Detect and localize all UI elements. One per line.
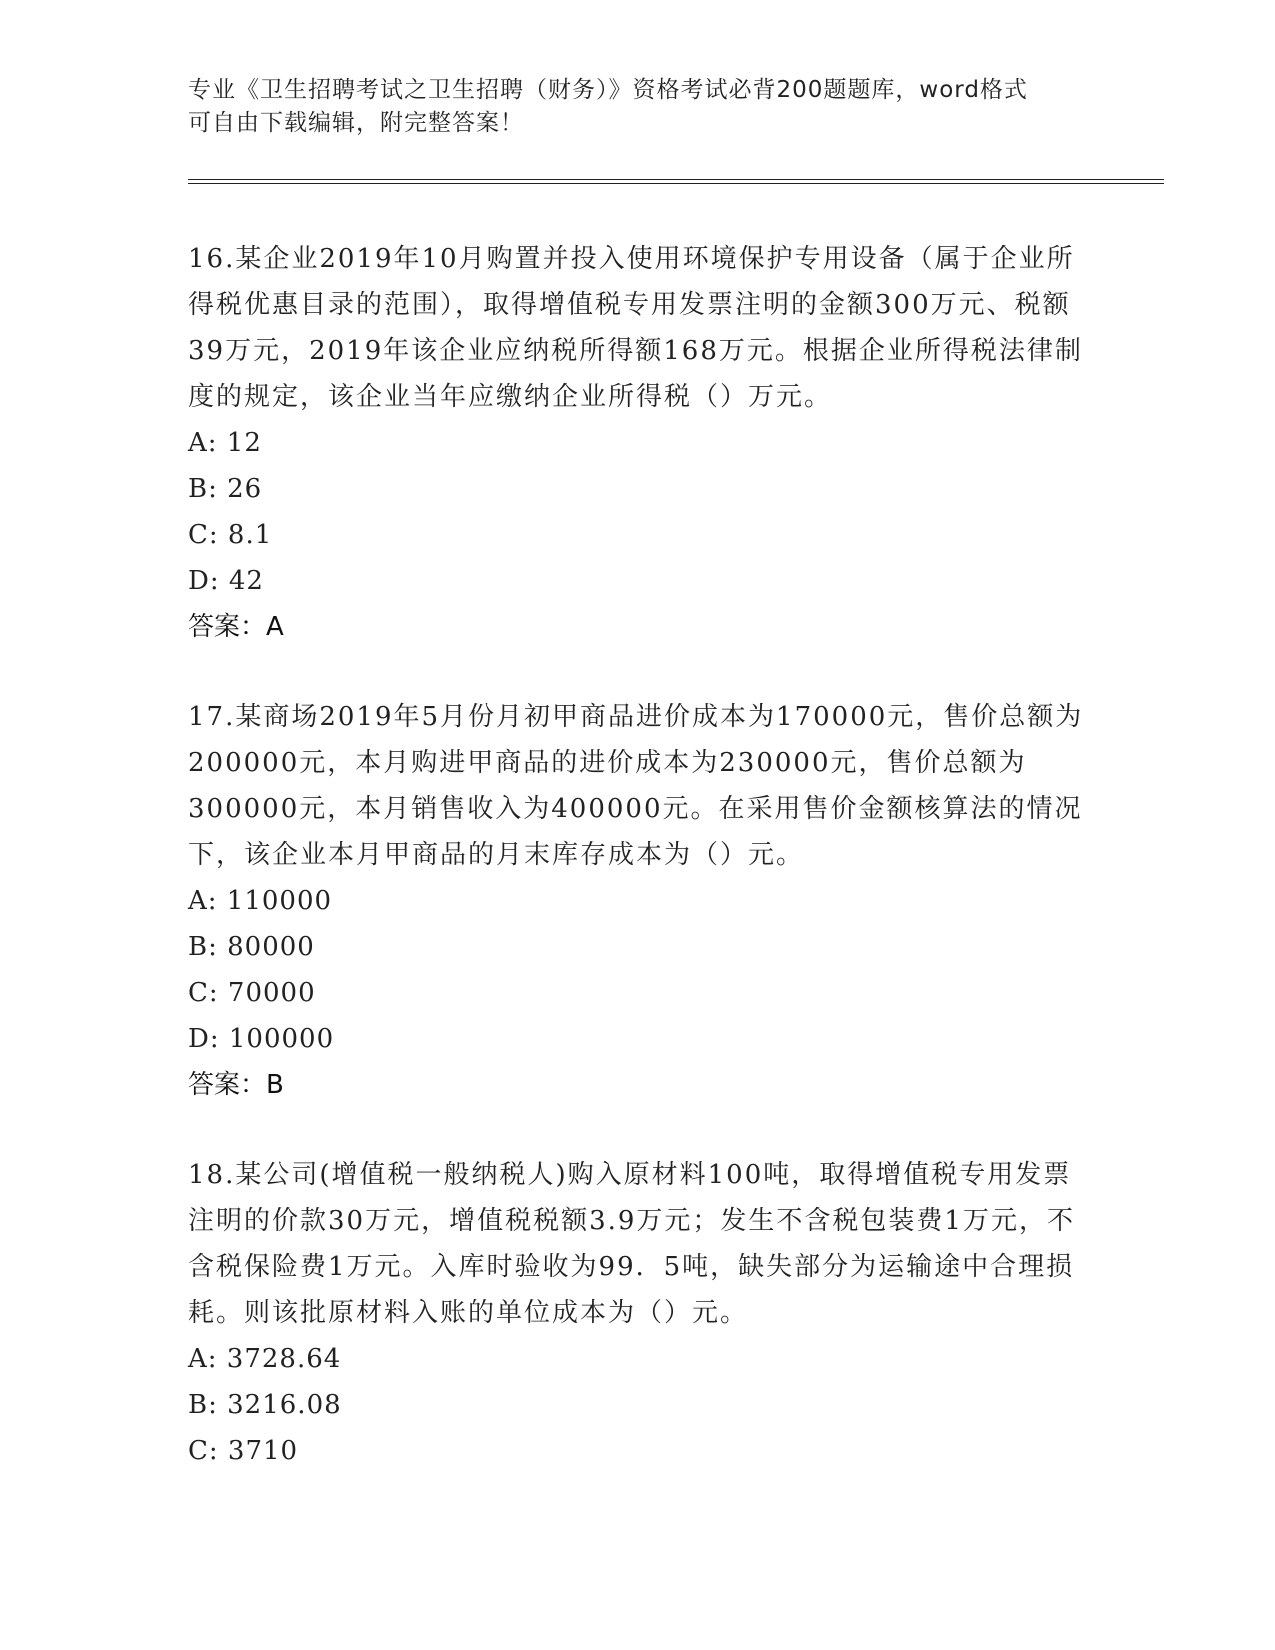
option-a: A: 110000 <box>188 886 333 916</box>
option-c: C: 70000 <box>188 978 316 1008</box>
question-list <box>188 236 1088 1518</box>
option-b: B: 80000 <box>188 932 315 962</box>
option-a: A: 12 <box>188 428 262 458</box>
option-a: A: 3728.64 <box>188 1344 342 1374</box>
option-c: C: 8.1 <box>188 520 273 550</box>
answer-label: 答案：A <box>188 612 284 642</box>
question-stem: 18.某公司(增值税一般纳税人)购入原材料100吨，取得增值税专用发票注明的价款30万元，增值税税额3.9万元；发生不含税包装费1万元，不含税保险费1万元。入库时验收为99．5吨，缺失部分为运输途中合理损耗。则该批原材料入账的单位成本为（）元。 <box>188 1160 1075 1328</box>
answer-label: 答案：B <box>188 1070 284 1100</box>
option-c: C: 3710 <box>188 1436 299 1466</box>
document-header <box>188 74 1088 140</box>
header-line-1: 专业《卫生招聘考试之卫生招聘（财务）》资格考试必背200题题库，word格式 <box>188 77 1028 103</box>
question-16 <box>188 236 1088 650</box>
header-line-2: 可自由下载编辑，附完整答案！ <box>188 110 524 136</box>
question-stem: 16.某企业2019年10月购置并投入使用环境保护专用设备（属于企业所得税优惠目录的范围），取得增值税专用发票注明的金额300万元、税额39万元，2019年该企业应纳税所得额168万元。根据企业所得税法律制度的规定，该企业当年应缴纳企业所得税（）万元。 <box>188 244 1083 412</box>
header-divider <box>188 179 1164 184</box>
option-b: B: 26 <box>188 474 263 504</box>
question-18 <box>188 1152 1088 1474</box>
option-b: B: 3216.08 <box>188 1390 342 1420</box>
option-d: D: 42 <box>188 566 264 596</box>
question-stem: 17.某商场2019年5月份月初甲商品进价成本为170000元，售价总额为200000元，本月购进甲商品的进价成本为230000元，售价总额为300000元，本月销售收入为400000元。在采用售价金额核算法的情况下，该企业本月甲商品的月末库存成本为（）元。 <box>188 702 1084 870</box>
option-d: D: 100000 <box>188 1024 335 1054</box>
question-17 <box>188 694 1088 1108</box>
